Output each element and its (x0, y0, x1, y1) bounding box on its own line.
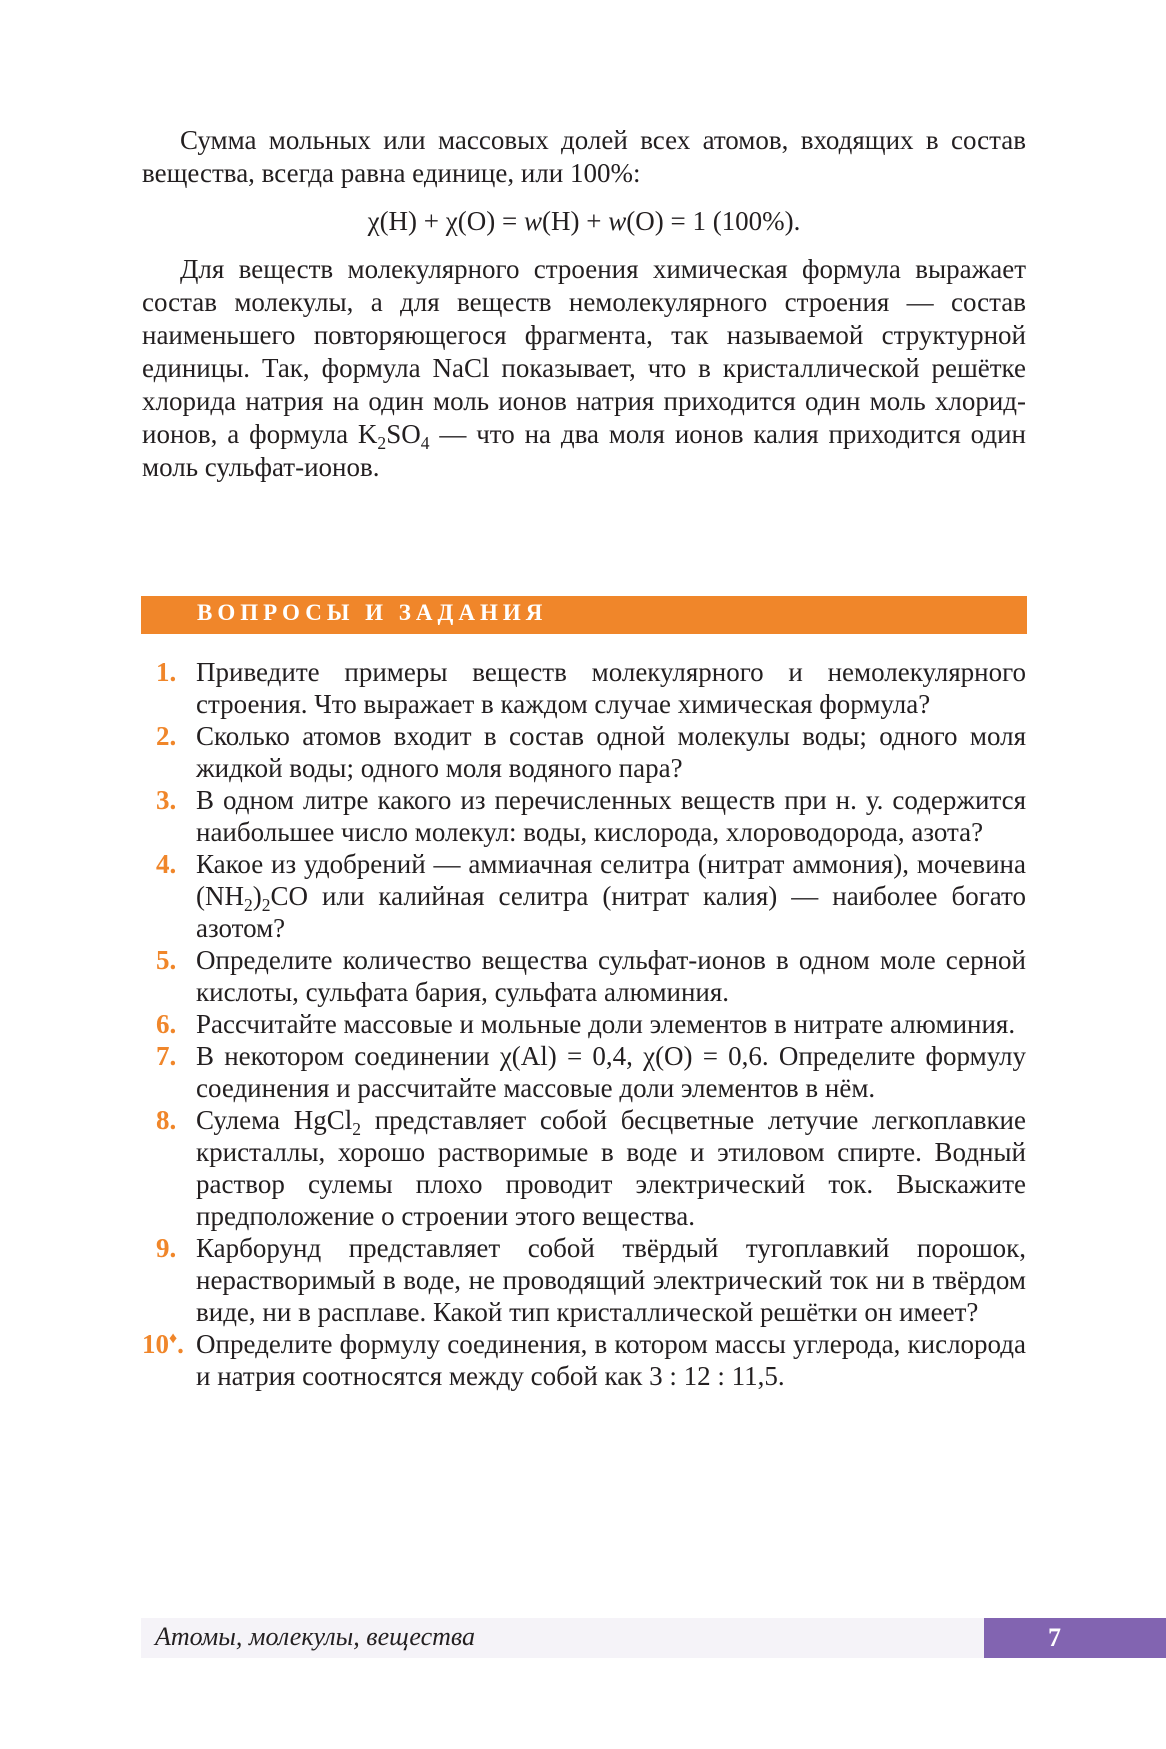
question-item: 5. Определите количество вещества сульфат-ионов в одном моле серной кислоты, сульфата бария, сульфата алюминия. (156, 945, 1026, 1007)
question-item: 10♦. Определите формулу соединения, в котором массы углерода, кислорода и натрия соотносятся между собой как 3 : 12 : 11,5. (142, 1329, 1026, 1391)
question-item: 9. Карборунд представляет собой твёрдый тугоплавкий порошок, нерастворимый в воде, не проводящий электрический ток ни в твёрдом виде, ни в расплаве. Какой тип кристаллической решётки он имеет? (156, 1233, 1026, 1327)
page-number-box (984, 1618, 1166, 1658)
section-title: ВОПРОСЫ И ЗАДАНИЯ (197, 600, 548, 625)
structure-paragraph: Для веществ молекулярного строения химическая формула выражает состав молекулы, а для веществ немолекулярного строения — состав наименьшего повторяющегося фрагмента, так называемой структурной единицы. Так, формула NaCl показывает, что в кристаллической решётке хлорида натрия на один моль ионов натрия приходится один моль хлорид-ионов, а формула $K_2SO_4$ — что на два моля ионов калия приходится один моль сульфат-ионов. (142, 254, 1027, 482)
section-banner (141, 596, 1027, 634)
fraction-sum-formula: χ(H) + χ(O) = w(H) + w(O) = 1 (100%). (367, 206, 801, 236)
page-number: 7 (1048, 1623, 1061, 1652)
question-item: 6. Рассчитайте массовые и мольные доли элементов в нитрате алюминия. (156, 1009, 1016, 1039)
question-item: 8. Сулема HgCl$_2$ представляет собой бесцветные летучие легкоплавкие кристаллы, хорошо растворимые в воде и этиловом спирте. Водный раствор сулемы плохо проводит электрический ток. Выскажите предположение о строении этого вещества. (156, 1105, 1026, 1231)
questions-list (142, 656, 1026, 1392)
diamond-icon: ♦ (169, 1330, 178, 1347)
question-item: 3. В одном литре какого из перечисленных веществ при н. у. содержится наибольшее число молекул: воды, кислорода, хлороводорода, азота? (156, 785, 1026, 847)
question-item: 1. Приведите примеры веществ молекулярного и немолекулярного строения. Что выражает в каждом случае химическая формула? (156, 657, 1026, 719)
question-item: 4. Какое из удобрений — аммиачная селитра (нитрат аммония), мочевина $(NH_2)_2CO$ или калийная селитра (нитрат калия) — наиболее богато азотом? (156, 849, 1026, 943)
page-footer (141, 1618, 1166, 1658)
chapter-title: Атомы, молекулы, вещества (155, 1622, 476, 1651)
question-item: 2. Сколько атомов входит в состав одной молекулы воды; одного моля жидкой воды; одного моля водяного пара? (156, 721, 1026, 783)
intro-paragraph: Сумма мольных или массовых долей всех атомов, входящих в состав вещества, всегда равна единице, или 100%: (142, 125, 1026, 188)
question-item: 7. В некотором соединении χ(Al) = 0,4, χ(O) = 0,6. Определите формулу соединения и рассчитайте массовые доли элементов в нём. (156, 1041, 1026, 1103)
